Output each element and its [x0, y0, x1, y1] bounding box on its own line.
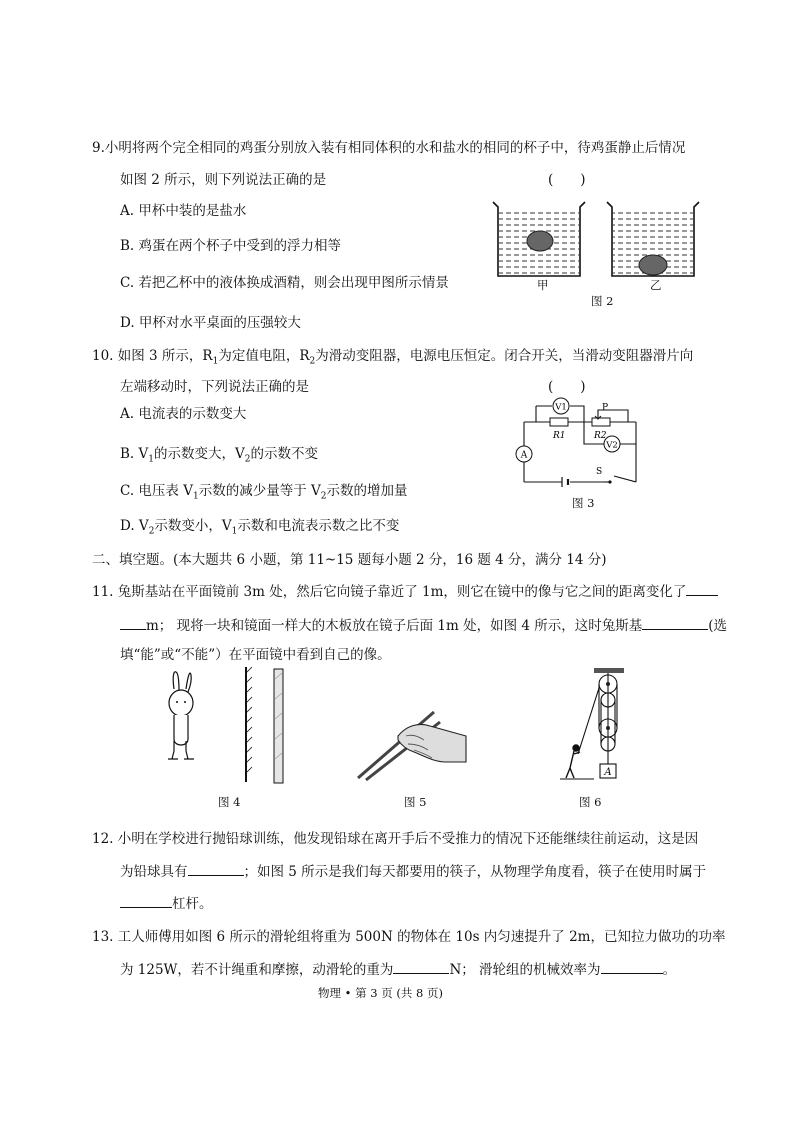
- weight-label: A: [604, 767, 612, 778]
- q13-blank-2[interactable]: [601, 960, 663, 974]
- q9-option-a: A. 甲杯中装的是盐水: [120, 203, 247, 219]
- cup-yi: [607, 202, 699, 276]
- cup-jia: [493, 202, 585, 276]
- q10-answer-paren: ( ): [548, 379, 586, 395]
- q11-line2: m； 现将一块和镜面一样大的木板放在镜子后面 1m 处，如图 4 所示，这时兔斯基 (选: [120, 616, 727, 635]
- q9-option-d: D. 甲杯对水平桌面的压强较大: [120, 315, 301, 331]
- worker-icon: [566, 745, 580, 778]
- figure-5-caption: 图 5: [404, 795, 427, 809]
- figure-6-pulley: [560, 668, 640, 788]
- figure-4-caption: 图 4: [218, 795, 241, 809]
- figure-3-caption: 图 3: [572, 496, 595, 510]
- q11-blank-2[interactable]: [642, 616, 708, 630]
- q11-line3: 填“能”或“不能”）在平面镜中看到自己的像。: [120, 647, 391, 663]
- cup-yi-label: 乙: [650, 278, 662, 292]
- resistor-r1: [550, 418, 568, 426]
- switch-s-label: S: [596, 467, 603, 477]
- q10-option-a: A. 电流表的示数变大: [120, 406, 247, 422]
- q10-stem-line2: 左端移动时，下列说法正确的是: [120, 379, 309, 395]
- q10-option-b: B. $V_1$的示数变大，$V_2$的示数不变: [120, 446, 318, 465]
- q9-option-b: B. 鸡蛋在两个杯子中受到的浮力相等: [120, 238, 342, 254]
- q13-line1: 13. 工人师傅用如图 6 所示的滑轮组将重为 500N 的物体在 10s 内匀速提升了 2m，已知拉力做功的功率: [92, 929, 726, 945]
- q12-blank-2[interactable]: [120, 894, 172, 908]
- q10-stem-line1: 10. 如图 3 所示，$R_1$为定值电阻，$R_2$为滑动变阻器，电源电压恒定。闭合开关，当滑动变阻器滑片向: [92, 348, 694, 367]
- figure-3-circuit: [520, 396, 644, 488]
- q9-stem-line1: 9.小明将两个完全相同的鸡蛋分别放入装有相同体积的水和盐水的相同的杯子中，待鸡蛋静止后情况: [92, 140, 686, 156]
- figure-5-chopsticks: [354, 706, 474, 782]
- q13-line2: 为 125W，若不计绳重和摩擦，动滑轮的重为 N； 滑轮组的机械效率为 。: [120, 962, 677, 978]
- resistor-r2: [592, 418, 610, 426]
- r1-label: R1: [553, 431, 566, 441]
- v1-label: V1: [555, 402, 567, 413]
- q12-line2: 为铅球具有 ；如图 5 所示是我们每天都要用的筷子，从物理学角度看，筷子在使用时属于: [120, 864, 707, 880]
- q13-blank-1[interactable]: [393, 960, 449, 974]
- egg-yi: [639, 255, 667, 275]
- ammeter-label: A: [520, 450, 528, 461]
- q12-line3: 杠杆。: [120, 894, 213, 913]
- q12-blank-1[interactable]: [188, 862, 244, 876]
- q9-answer-paren: ( ): [548, 172, 586, 188]
- q11-blank-1b[interactable]: [120, 616, 146, 630]
- q12-line1: 12. 小明在学校进行抛铅球训练，他发现铅球在离开手后不受推力的情况下还能继续往前运动，这是因: [92, 831, 699, 847]
- figure-6-caption: 图 6: [579, 795, 602, 809]
- q11-blank-1a[interactable]: [686, 582, 718, 596]
- page-footer: 物理 • 第 3 页 (共 8 页): [318, 986, 443, 1000]
- rabbit-icon: [168, 672, 194, 759]
- q11-line1: 11. 兔斯基站在平面镜前 3m 处，然后它向镜子靠近了 1m，则它在镜中的像与它之间的距离变化了: [92, 582, 718, 601]
- q10-option-d: D. $V_2$示数变小，$V_1$示数和电流表示数之比不变: [120, 518, 400, 537]
- figure-4-mirror: [160, 667, 300, 787]
- section-2-heading: 二、填空题。(本大题共 6 小题，第 11~15 题每小题 2 分，16 题 4 分，满分 14 分): [92, 552, 607, 568]
- q10-option-c: C. 电压表 $V_1$示数的减少量等于 $V_2$示数的增加量: [120, 483, 408, 502]
- r2-label: R2: [594, 431, 607, 441]
- v2-label: V2: [606, 440, 618, 451]
- hand-icon: [398, 724, 466, 762]
- figure-2-caption: 图 2: [591, 294, 614, 308]
- cup-jia-label: 甲: [537, 278, 549, 292]
- q9-option-c: C. 若把乙杯中的液体换成酒精，则会出现甲图所示情景: [120, 275, 449, 291]
- slider-p-label: P: [602, 403, 609, 413]
- figure-2-cups: [490, 198, 700, 288]
- egg-jia: [527, 231, 553, 251]
- wooden-board: [274, 669, 283, 783]
- q9-stem-line2: 如图 2 所示，则下列说法正确的是: [120, 172, 327, 188]
